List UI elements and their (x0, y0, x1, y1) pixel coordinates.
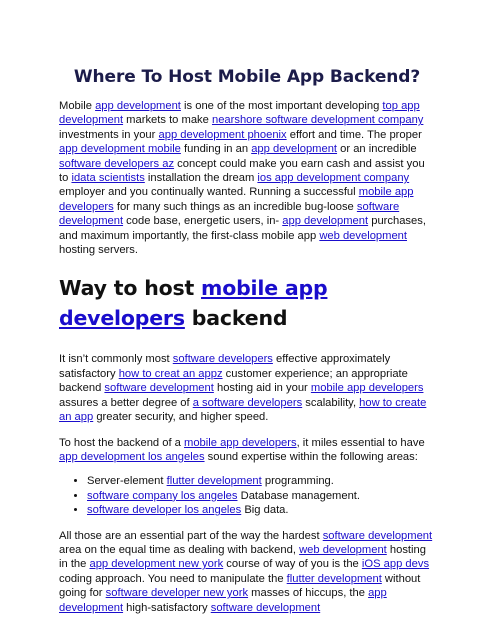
list-item (87, 489, 435, 503)
text-run: hosting in the (59, 543, 426, 571)
paragraph-conclusion (59, 529, 435, 615)
hyperlink[interactable]: software company los angeles (87, 489, 238, 502)
hyperlink[interactable]: nearshore software development company (211, 114, 424, 127)
hyperlink[interactable]: mobile app developers (59, 186, 414, 213)
hyperlink[interactable]: flutter development (166, 475, 262, 488)
hyperlink[interactable]: software developer new york (105, 587, 249, 600)
hyperlink[interactable]: ios app development company (257, 172, 410, 185)
text-run: sound expertise within the following areas: (204, 450, 418, 463)
hyperlink[interactable]: web development (319, 229, 408, 242)
page-title: Where To Host Mobile App Backend? (73, 67, 421, 87)
hyperlink[interactable]: web development (299, 543, 387, 556)
text-run: , it miles essential to have (296, 436, 425, 449)
hyperlink[interactable]: app development mobile (59, 143, 181, 156)
hyperlink[interactable]: app development phoenix (158, 128, 287, 141)
hyperlink[interactable]: mobile app developers (310, 382, 424, 395)
text-run: area on the equal time as dealing with backend, (59, 543, 300, 556)
list-item (87, 474, 435, 488)
paragraph-requirements (59, 436, 435, 465)
text-run: customer experience; an appropriate backend (59, 367, 408, 395)
text-run: effective approximately satisfactory (59, 353, 391, 380)
text-run: scalability, (302, 396, 360, 409)
hyperlink[interactable]: app development (251, 143, 338, 156)
hyperlink[interactable]: idata scientists (71, 172, 145, 185)
hyperlink[interactable]: app development los angeles (59, 450, 205, 463)
text-run: installation the dream (144, 172, 258, 185)
hyperlink[interactable]: software development (59, 200, 400, 228)
hyperlink[interactable]: software developers az (59, 157, 175, 170)
text-run: Mobile (59, 100, 96, 112)
text-run: or an incredible (337, 143, 417, 156)
hyperlink[interactable]: mobile app developers (184, 436, 297, 449)
hyperlink[interactable]: top app development (59, 100, 420, 127)
hyperlink[interactable]: app development (282, 215, 369, 228)
text-run: masses of hiccups, the (248, 587, 369, 600)
section-heading (59, 273, 435, 333)
hyperlink[interactable]: software development (210, 601, 321, 614)
hyperlink[interactable]: iOS app devs (361, 558, 430, 571)
text-run: Database management. (237, 489, 361, 502)
hyperlink[interactable]: app development (95, 100, 181, 112)
text-run: coding approach. You need to manipulate the (59, 572, 287, 585)
hyperlink[interactable]: flutter development (286, 572, 382, 585)
text-run: funding in an (180, 143, 252, 156)
hyperlink[interactable]: app development (59, 587, 387, 614)
hyperlink[interactable]: software developer los angeles (87, 504, 242, 517)
text-run: without going for (59, 572, 421, 600)
text-run: hosting aid in your (213, 382, 311, 395)
hyperlink[interactable]: mobile app developers (59, 276, 328, 331)
hyperlink[interactable]: app development new york (89, 558, 224, 571)
hyperlink[interactable]: a software developers (192, 396, 303, 409)
text-run: purchases, and maximum importantly, the first-class mobile app (59, 215, 426, 242)
text-run: All those are an essential part of the way the hardest (59, 529, 323, 542)
text-run: markets to make (123, 114, 212, 127)
text-run: assures a better degree of (59, 396, 193, 409)
text-run: It isn’t commonly most (59, 353, 173, 366)
intro-paragraph (59, 99, 435, 257)
hyperlink[interactable]: software development (322, 529, 433, 542)
text-run: effort and time. The proper (286, 128, 422, 141)
text-run: code base, energetic users, in- (123, 215, 283, 228)
hyperlink[interactable]: software development (104, 382, 214, 395)
text-run: greater security, and higher speed. (93, 411, 269, 424)
text-run: programming. (261, 475, 334, 488)
text-run: Server-element (87, 475, 167, 488)
text-run: To host the backend of a (59, 436, 185, 449)
text-run: Way to host (59, 276, 202, 301)
text-run: investments in your (59, 128, 159, 141)
text-run: hosting servers. (59, 244, 138, 257)
text-run: high-satisfactory (123, 601, 211, 614)
text-run: employer and you continually wanted. Running a successful (59, 186, 359, 199)
hyperlink[interactable]: how to creat an appz (118, 367, 223, 380)
hyperlink[interactable]: software developers (172, 353, 273, 366)
text-run: backend (184, 306, 288, 331)
text-run: is one of the most important developing (180, 100, 383, 112)
paragraph-backend-hosting (59, 352, 435, 424)
requirements-list (59, 474, 435, 517)
text-run: concept could make you earn cash and assist you to (59, 157, 425, 185)
list-item (87, 503, 435, 517)
hyperlink[interactable]: how to create an app (59, 396, 427, 424)
text-run: Big data. (241, 504, 289, 517)
text-run: for many such things as an incredible bug-loose (113, 200, 357, 213)
text-run: course of way of you is the (223, 558, 362, 571)
